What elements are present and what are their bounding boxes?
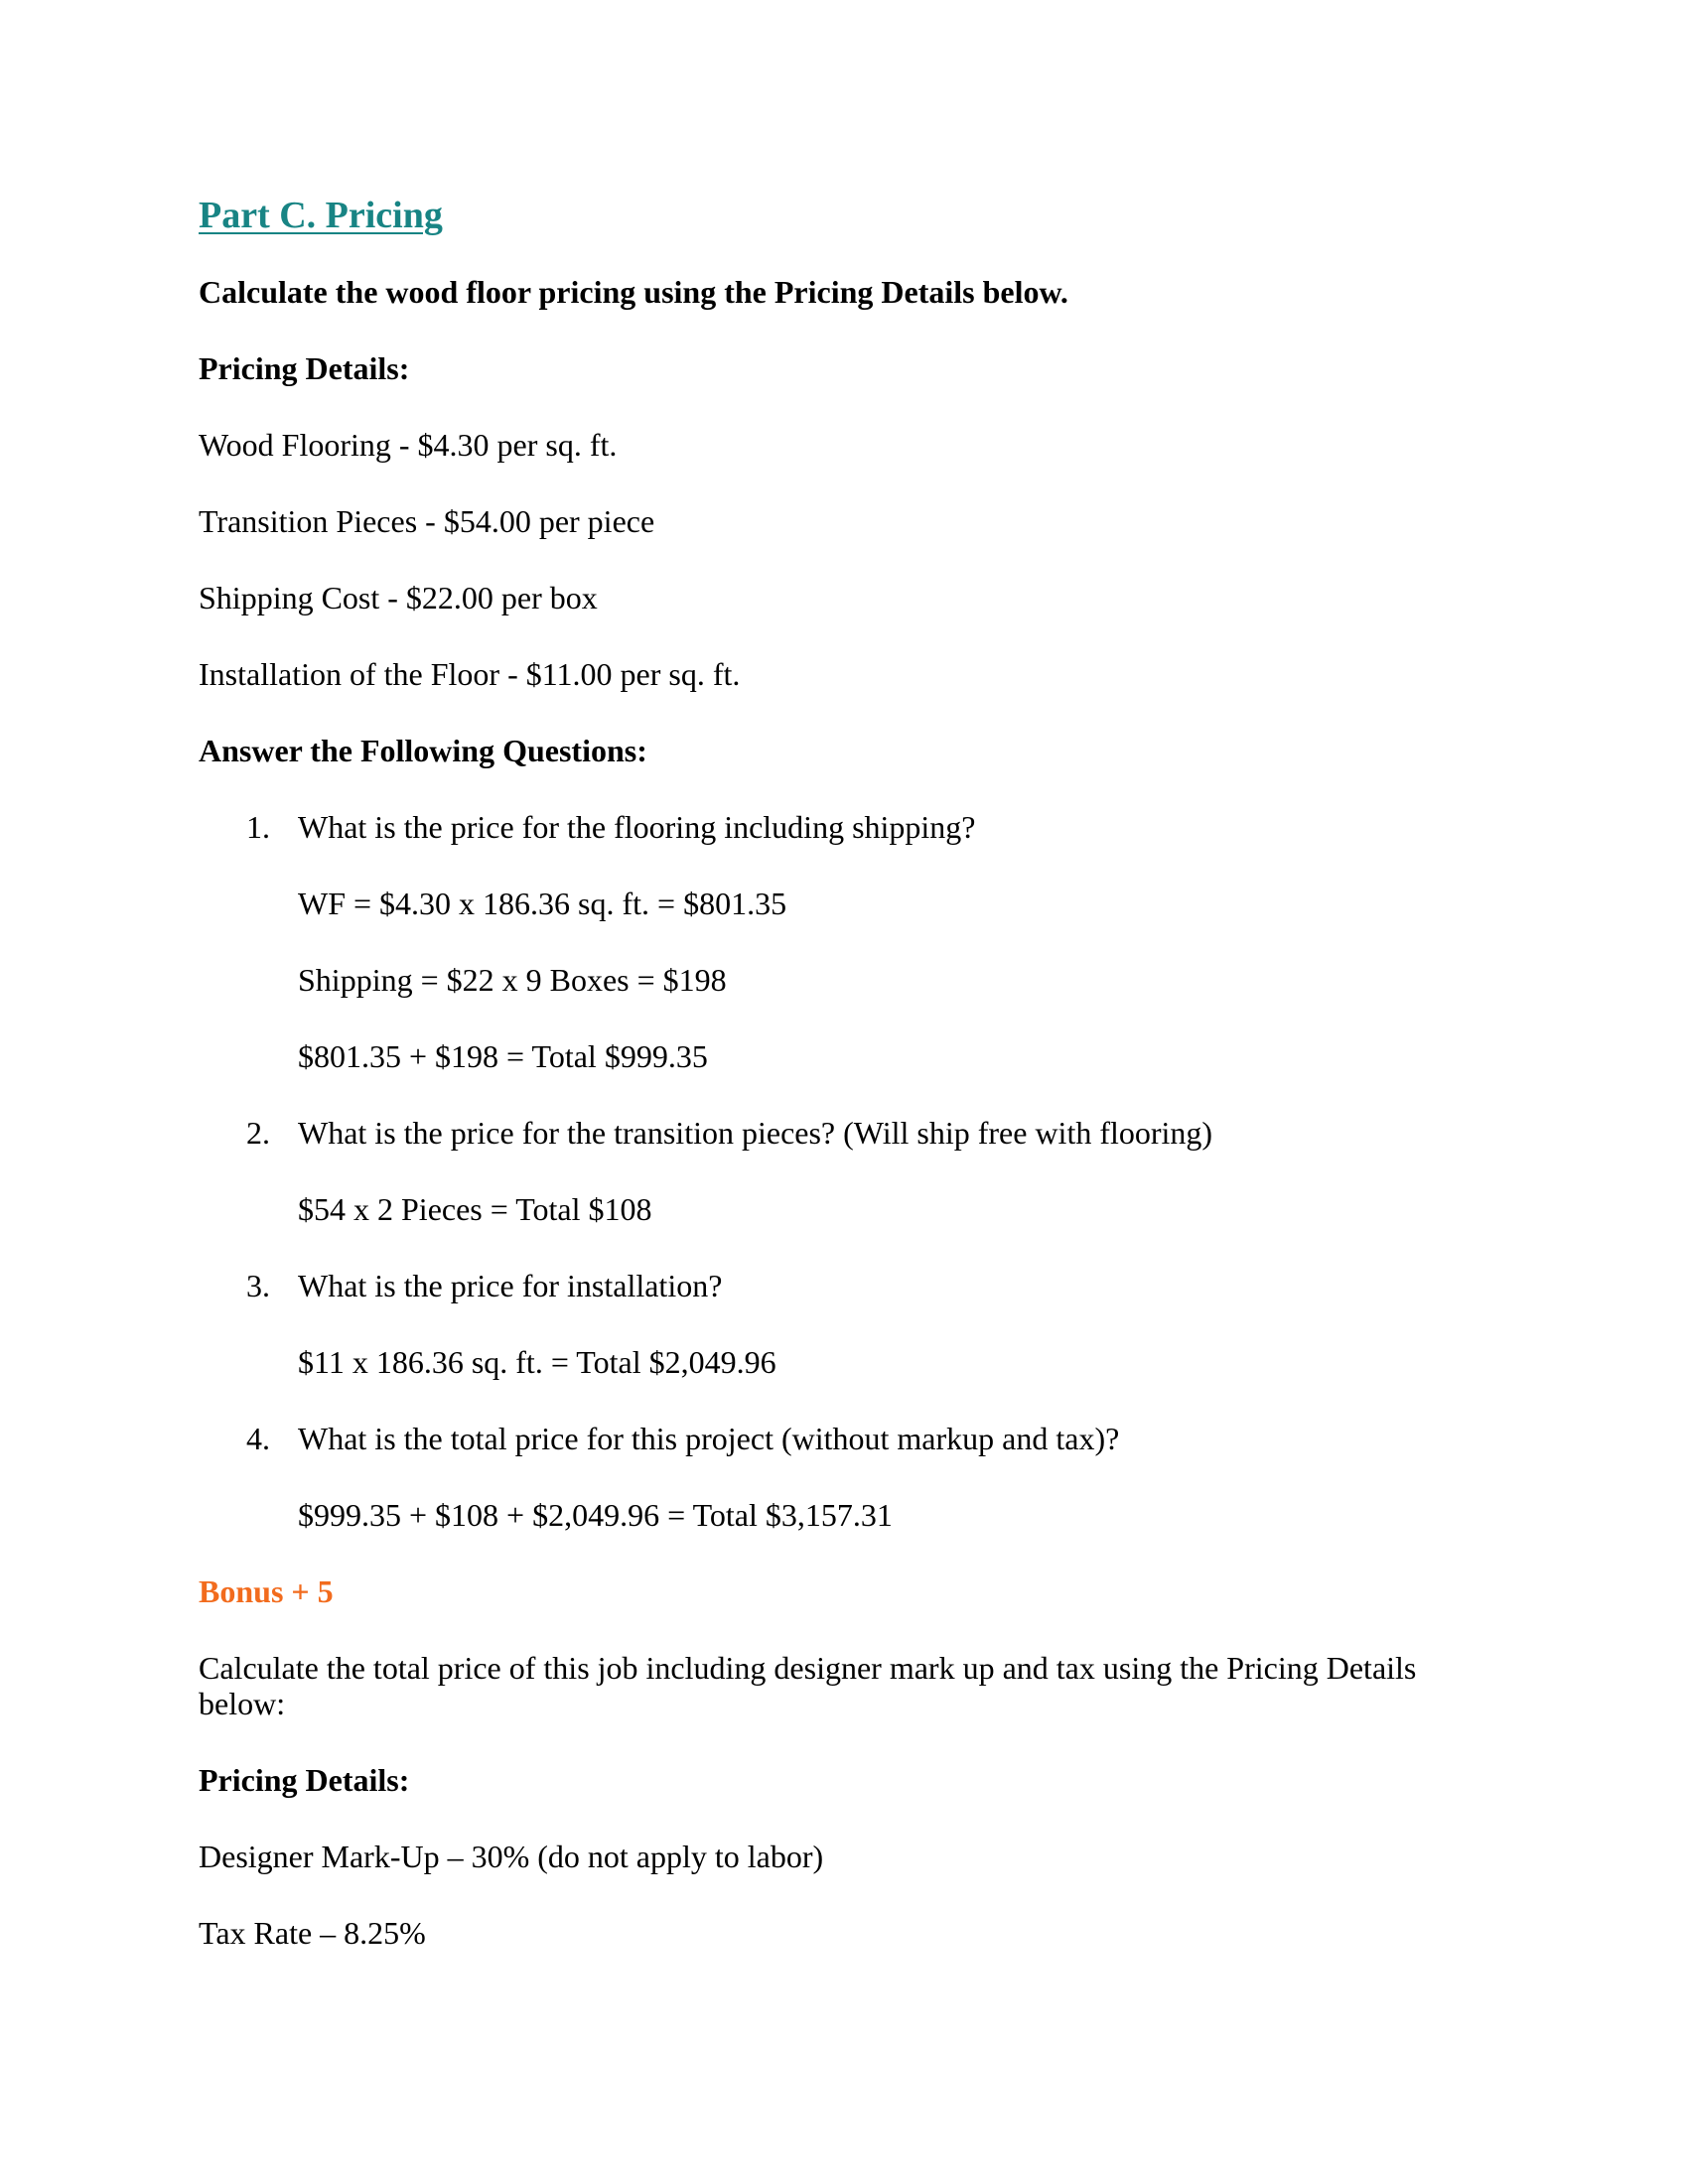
bonus-instruction: Calculate the total price of this job including designer mark up and tax using the Pricing Details below: <box>199 1650 1417 1721</box>
question-4 <box>199 1421 1489 1533</box>
pricing-detail-installation: Installation of the Floor - $11.00 per sq. ft. <box>199 656 741 692</box>
pricing-detail-shipping-cost: Shipping Cost - $22.00 per box <box>199 580 598 615</box>
answer-line: $801.35 + $198 = Total $999.35 <box>298 1038 708 1074</box>
answer-line: $999.35 + $108 + $2,049.96 = Total $3,157.31 <box>298 1497 893 1533</box>
question-text: What is the total price for this project (without markup and tax)? <box>298 1421 1120 1456</box>
answer-line: $11 x 186.36 sq. ft. = Total $2,049.96 <box>298 1344 776 1380</box>
pricing-detail-wood-flooring: Wood Flooring - $4.30 per sq. ft. <box>199 427 618 463</box>
questions-list <box>199 809 1489 1533</box>
question-text: What is the price for the transition pieces? (Will ship free with flooring) <box>298 1115 1213 1151</box>
bonus-heading: Bonus + 5 <box>199 1573 334 1609</box>
instruction-text: Calculate the wood floor pricing using the Pricing Details below. <box>199 274 1068 310</box>
question-3 <box>199 1268 1489 1380</box>
question-number: 2. <box>246 1115 270 1151</box>
questions-heading: Answer the Following Questions: <box>199 733 647 768</box>
question-number: 3. <box>246 1268 270 1303</box>
question-number: 1. <box>246 809 270 845</box>
answer-line: $54 x 2 Pieces = Total $108 <box>298 1191 652 1227</box>
answer-line: WF = $4.30 x 186.36 sq. ft. = $801.35 <box>298 886 787 921</box>
question-text: What is the price for the flooring including shipping? <box>298 809 976 845</box>
bonus-detail-designer-markup: Designer Mark-Up – 30% (do not apply to labor) <box>199 1839 824 1874</box>
question-1 <box>199 809 1489 1074</box>
bonus-pricing-details-heading: Pricing Details: <box>199 1762 410 1798</box>
question-2 <box>199 1115 1489 1227</box>
pricing-details-heading: Pricing Details: <box>199 350 410 386</box>
question-number: 4. <box>246 1421 270 1456</box>
page-title: Part C. Pricing <box>199 195 443 236</box>
bonus-detail-tax-rate: Tax Rate – 8.25% <box>199 1915 426 1951</box>
answer-line: Shipping = $22 x 9 Boxes = $198 <box>298 962 727 998</box>
document-page <box>199 194 1489 1991</box>
question-text: What is the price for installation? <box>298 1268 723 1303</box>
pricing-detail-transition-pieces: Transition Pieces - $54.00 per piece <box>199 503 655 539</box>
